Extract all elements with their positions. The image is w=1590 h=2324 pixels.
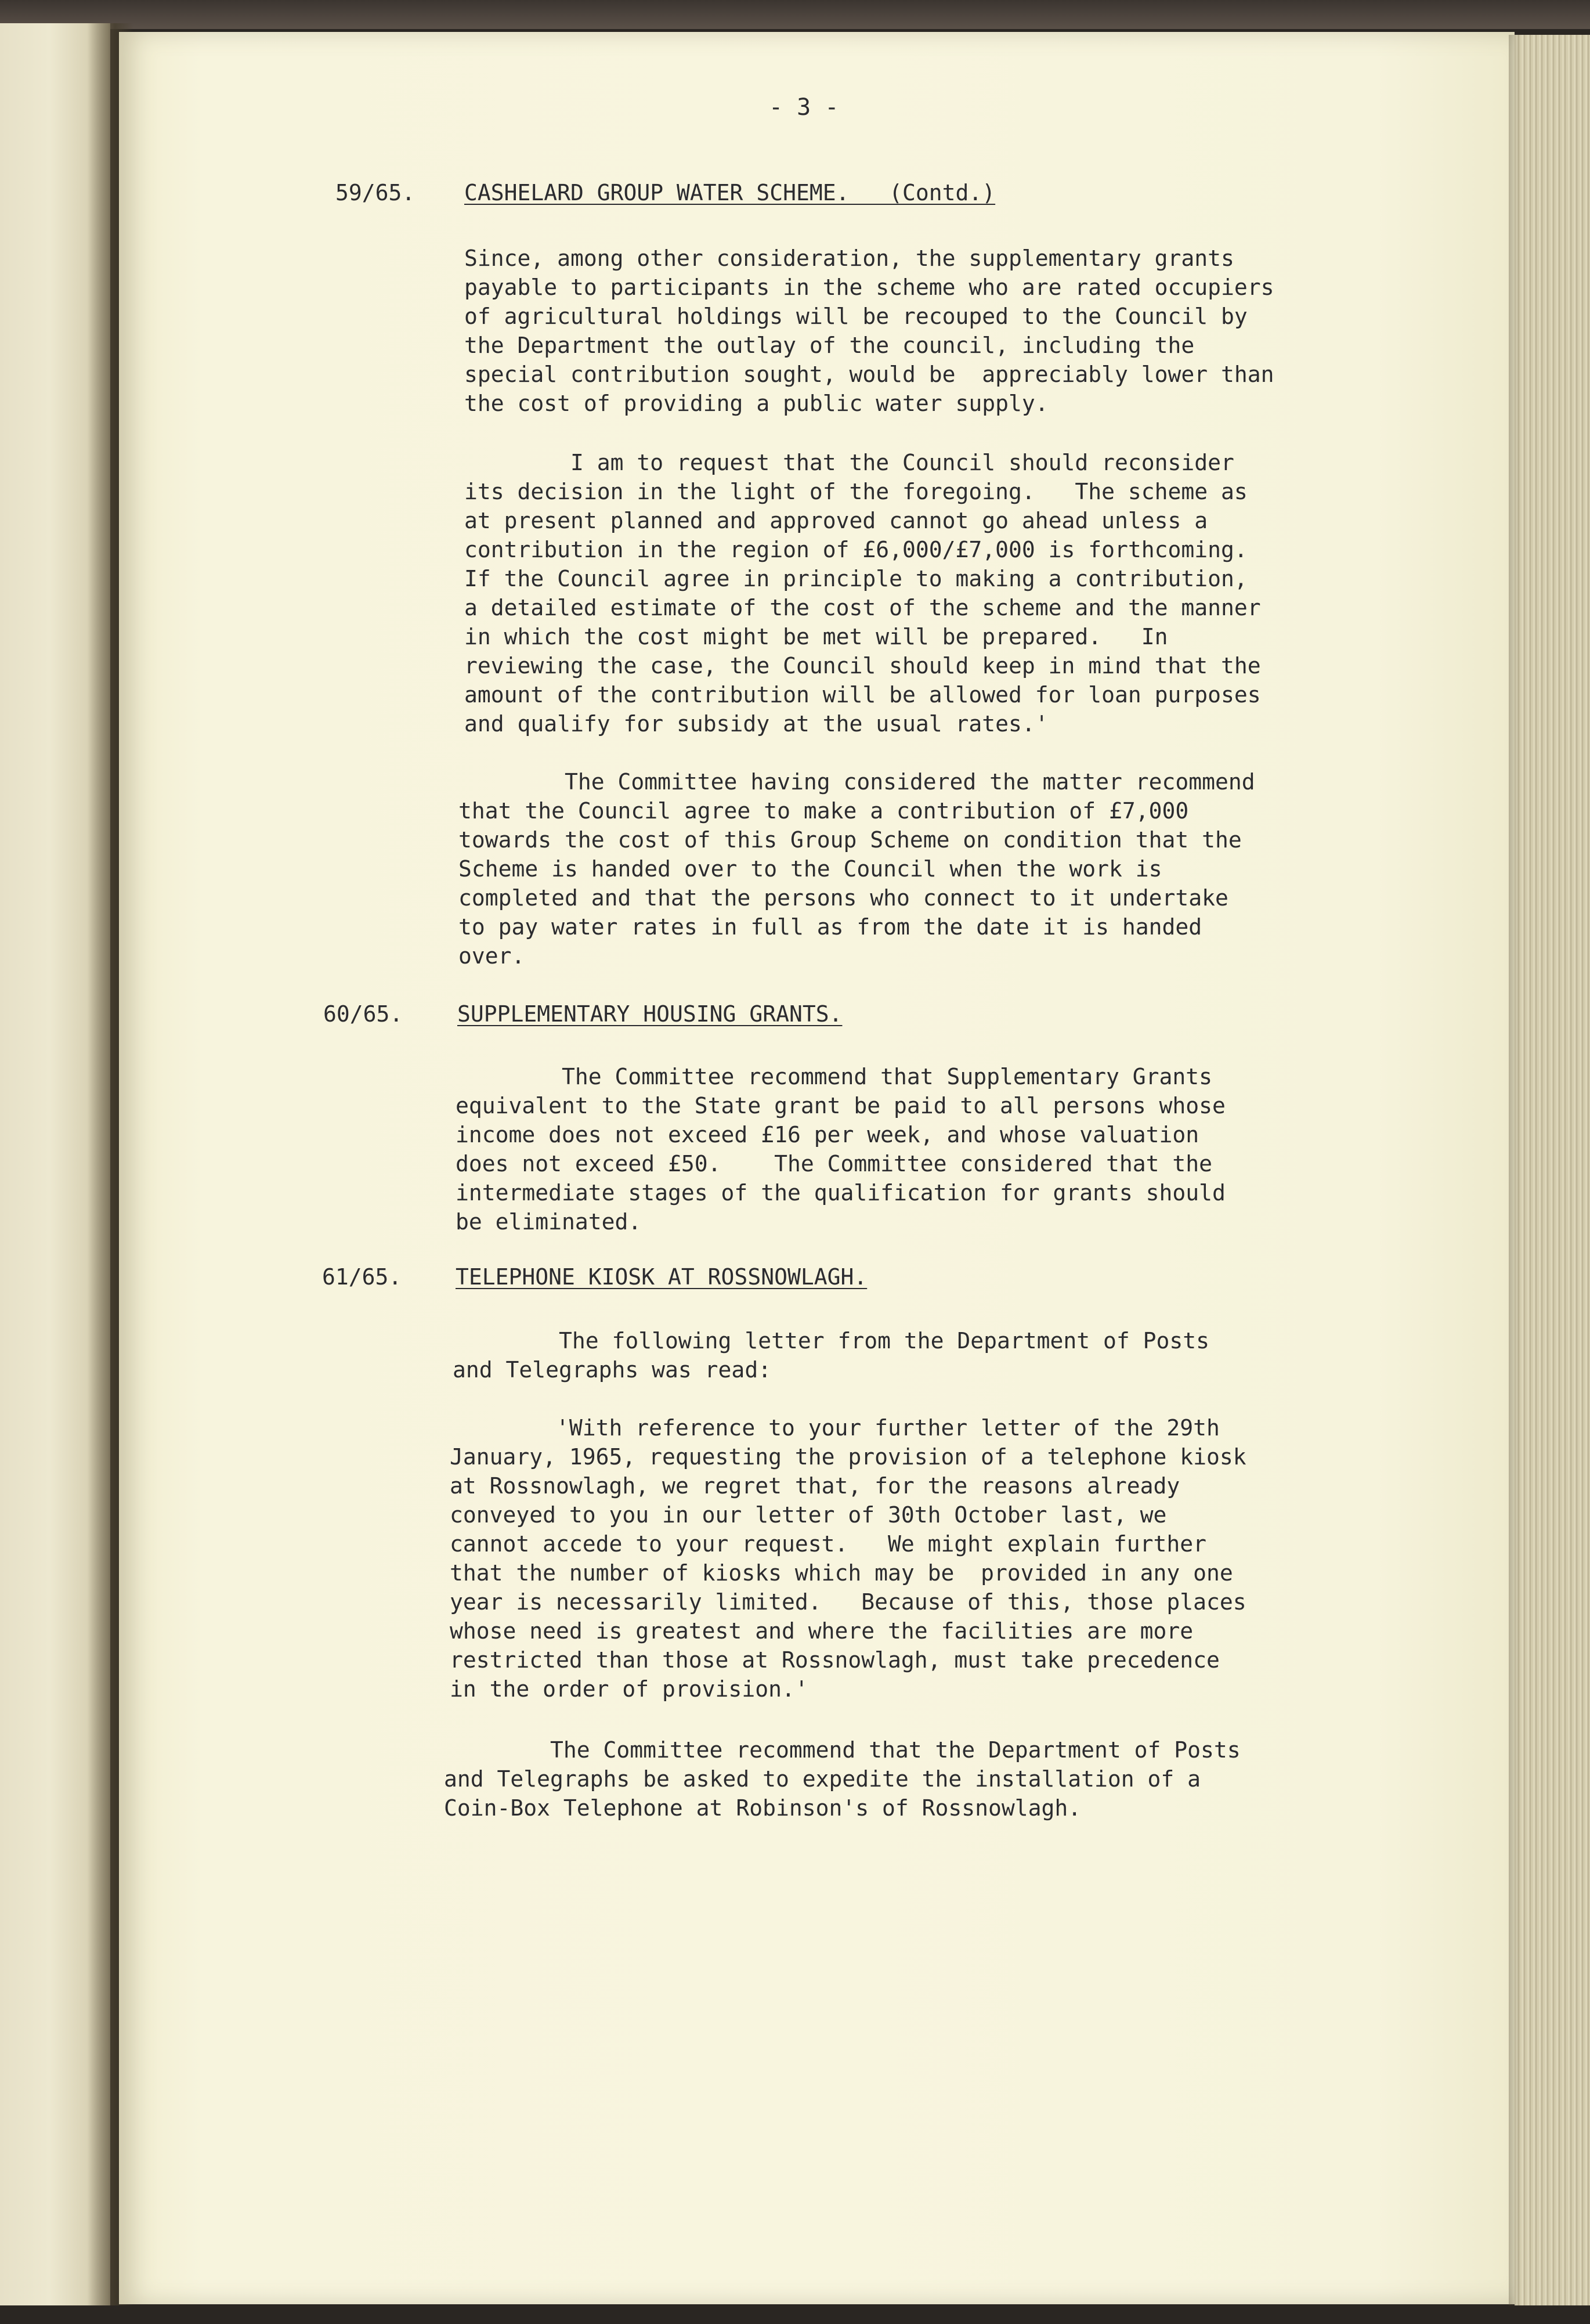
section-heading-cashelard-water-scheme: CASHELARD GROUP WATER SCHEME. (Contd.) <box>464 180 996 205</box>
paragraph-supplementary-grants-recouped: Since, among other consideration, the supplementary grants payable to participants in the scheme who are rated occupiers of agricultural holdings will be recouped to the Council by the Department the outlay of the council, including the special contribution sought, would be appreciably lower than the cost of providing a public water supply. <box>464 246 1274 416</box>
paragraph-quoted-letter-posts-telegraphs: 'With reference to your further letter of the 29th January, 1965, requesting the provision of a telephone kiosk at Rossnowlagh, we regret that, for the reasons already conveyed to you in our letter of 30th October last, we cannot accede to your request. We might explain further that the number of kiosks which may be provided in any one year is necessarily limited. Because of this, those places whose need is greatest and where the facilities are more restricted than those at Rossnowlagh, must take precedence in the order of provision.' <box>450 1415 1246 1702</box>
paragraph-letter-read: The following letter from the Department of Posts and Telegraphs was read: <box>453 1328 1210 1383</box>
page-stack-edges <box>1515 35 1590 2307</box>
minute-number-61-65: 61/65. <box>322 1264 402 1290</box>
minute-number-60-65: 60/65. <box>323 1001 403 1027</box>
scan-background-bottom <box>0 2305 1590 2324</box>
paragraph-committee-recommend-coin-box: The Committee recommend that the Department of Posts and Telegraphs be asked to expedite the installation of a Coin-Box Telephone at Robinson's of Rossnowlagh. <box>444 1737 1241 1821</box>
scan-background-top <box>0 0 1590 29</box>
page-edge-shadow <box>1509 35 1520 2307</box>
paragraph-committee-recommend-contribution: The Committee having considered the matter recommend that the Council agree to make a contribution of £7,000 towards the cost of this Group Scheme on condition that the Scheme is handed over to the Council when the work is completed and that the persons who connect to it undertake to pay water rates in full as from the date it is handed over. <box>458 769 1255 969</box>
page-number: - 3 - <box>769 94 839 121</box>
paragraph-request-reconsider: I am to request that the Council should reconsider its decision in the light of the foregoing. The scheme as at present planned and approved cannot go ahead unless a contribution in the region of £6,000/£7,000 is forthcoming. If the Council agree in principle to making a contribution, a detailed estimate of the cost of the scheme and the manner in which the cost might be met will be prepared. In reviewing the case, the Council should keep in mind that the amount of the contribution will be allowed for loan purposes and qualify for subsidy at the usual rates.' <box>464 450 1261 737</box>
paragraph-supplementary-grants-recommendation: The Committee recommend that Supplementary Grants equivalent to the State grant be paid to all persons whose income does not exceed £16 per week, and whose valuation does not exceed £50. The Committee considered that the intermediate stages of the qualification for grants should be eliminated. <box>456 1064 1226 1235</box>
section-heading-telephone-kiosk: TELEPHONE KIOSK AT ROSSNOWLAGH. <box>456 1264 868 1290</box>
minute-number-59-65: 59/65. <box>335 180 415 205</box>
section-heading-supplementary-housing-grants: SUPPLEMENTARY HOUSING GRANTS. <box>457 1001 843 1027</box>
